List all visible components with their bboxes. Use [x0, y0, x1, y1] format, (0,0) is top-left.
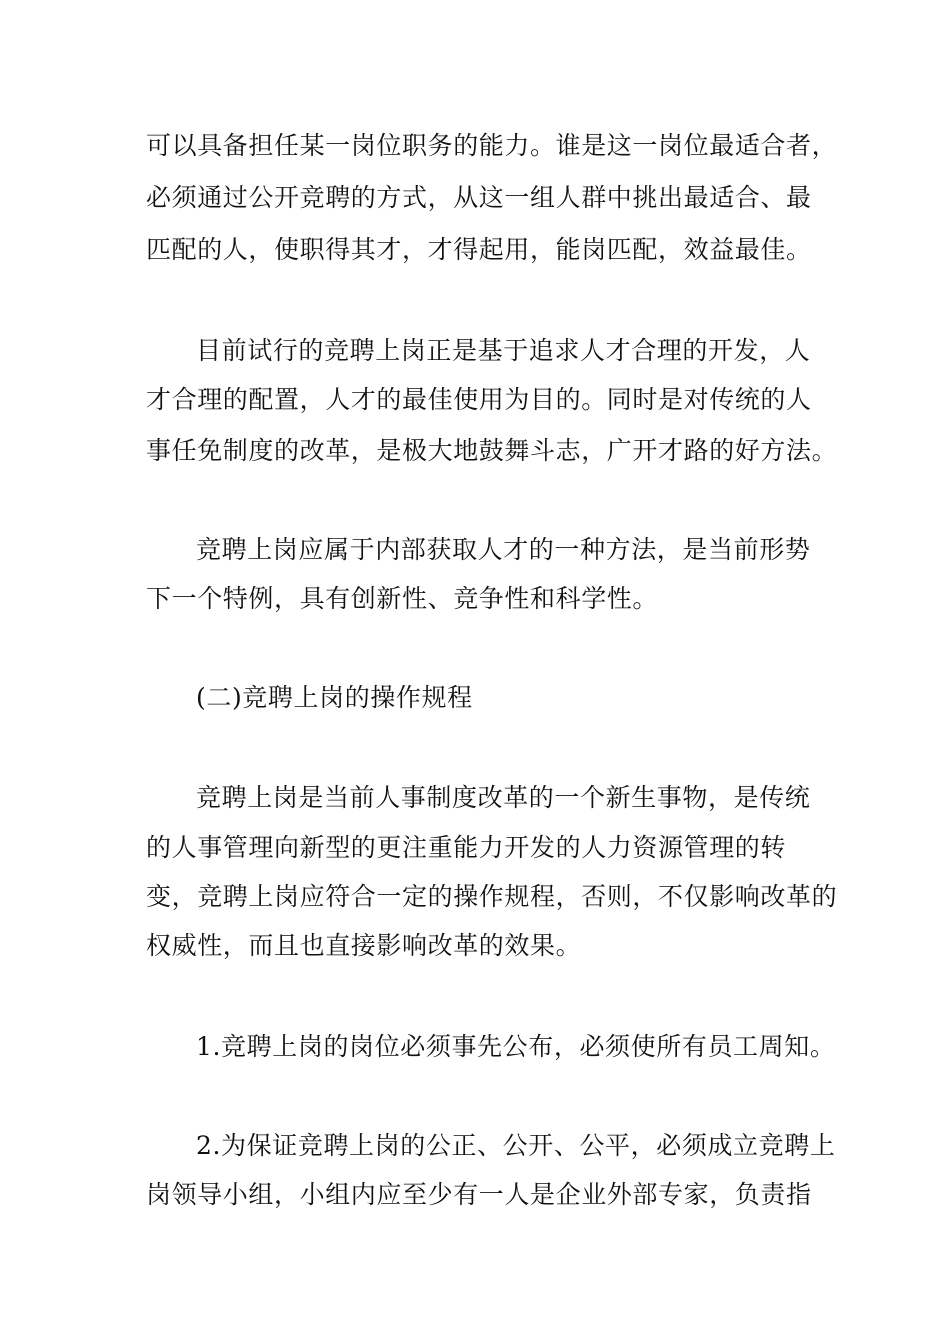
list-item-1: 1.竞聘上岗的岗位必须事先公布，必须使所有员工周知。 [196, 1032, 836, 1061]
paragraph-1-line-3: 匹配的人，使职得其才，才得起用，能岗匹配，效益最佳。 [146, 235, 812, 264]
section-heading: (二)竞聘上岗的操作规程 [196, 683, 473, 712]
list-item-2-line-1: 2.为保证竞聘上岗的公正、公开、公平，必须成立竞聘上 [196, 1131, 836, 1160]
paragraph-2-line-2: 才合理的配置，人才的最佳使用为目的。同时是对传统的人 [146, 385, 812, 414]
paragraph-5-line-3: 变，竞聘上岗应符合一定的操作规程，否则，不仅影响改革的 [146, 882, 838, 911]
paragraph-5-line-1: 竞聘上岗是当前人事制度改革的一个新生事物，是传统 [196, 783, 811, 812]
paragraph-5-line-2: 的人事管理向新型的更注重能力开发的人力资源管理的转 [146, 833, 787, 862]
paragraph-2-line-1: 目前试行的竞聘上岗正是基于追求人才合理的开发，人 [196, 336, 811, 365]
paragraph-3-line-1: 竞聘上岗应属于内部获取人才的一种方法，是当前形势 [196, 535, 811, 564]
paragraph-3-line-2: 下一个特例，具有创新性、竞争性和科学性。 [146, 584, 659, 613]
list-item-2-line-2: 岗领导小组，小组内应至少有一人是企业外部专家，负责指 [146, 1180, 812, 1209]
paragraph-1-line-2: 必须通过公开竞聘的方式，从这一组人群中挑出最适合、最 [146, 183, 812, 212]
paragraph-1-line-1: 可以具备担任某一岗位职务的能力。谁是这一岗位最适合者， [146, 131, 838, 160]
paragraph-5-line-4: 权威性，而且也直接影响改革的效果。 [146, 931, 582, 960]
paragraph-2-line-3: 事任免制度的改革，是极大地鼓舞斗志，广开才路的好方法。 [146, 436, 838, 465]
